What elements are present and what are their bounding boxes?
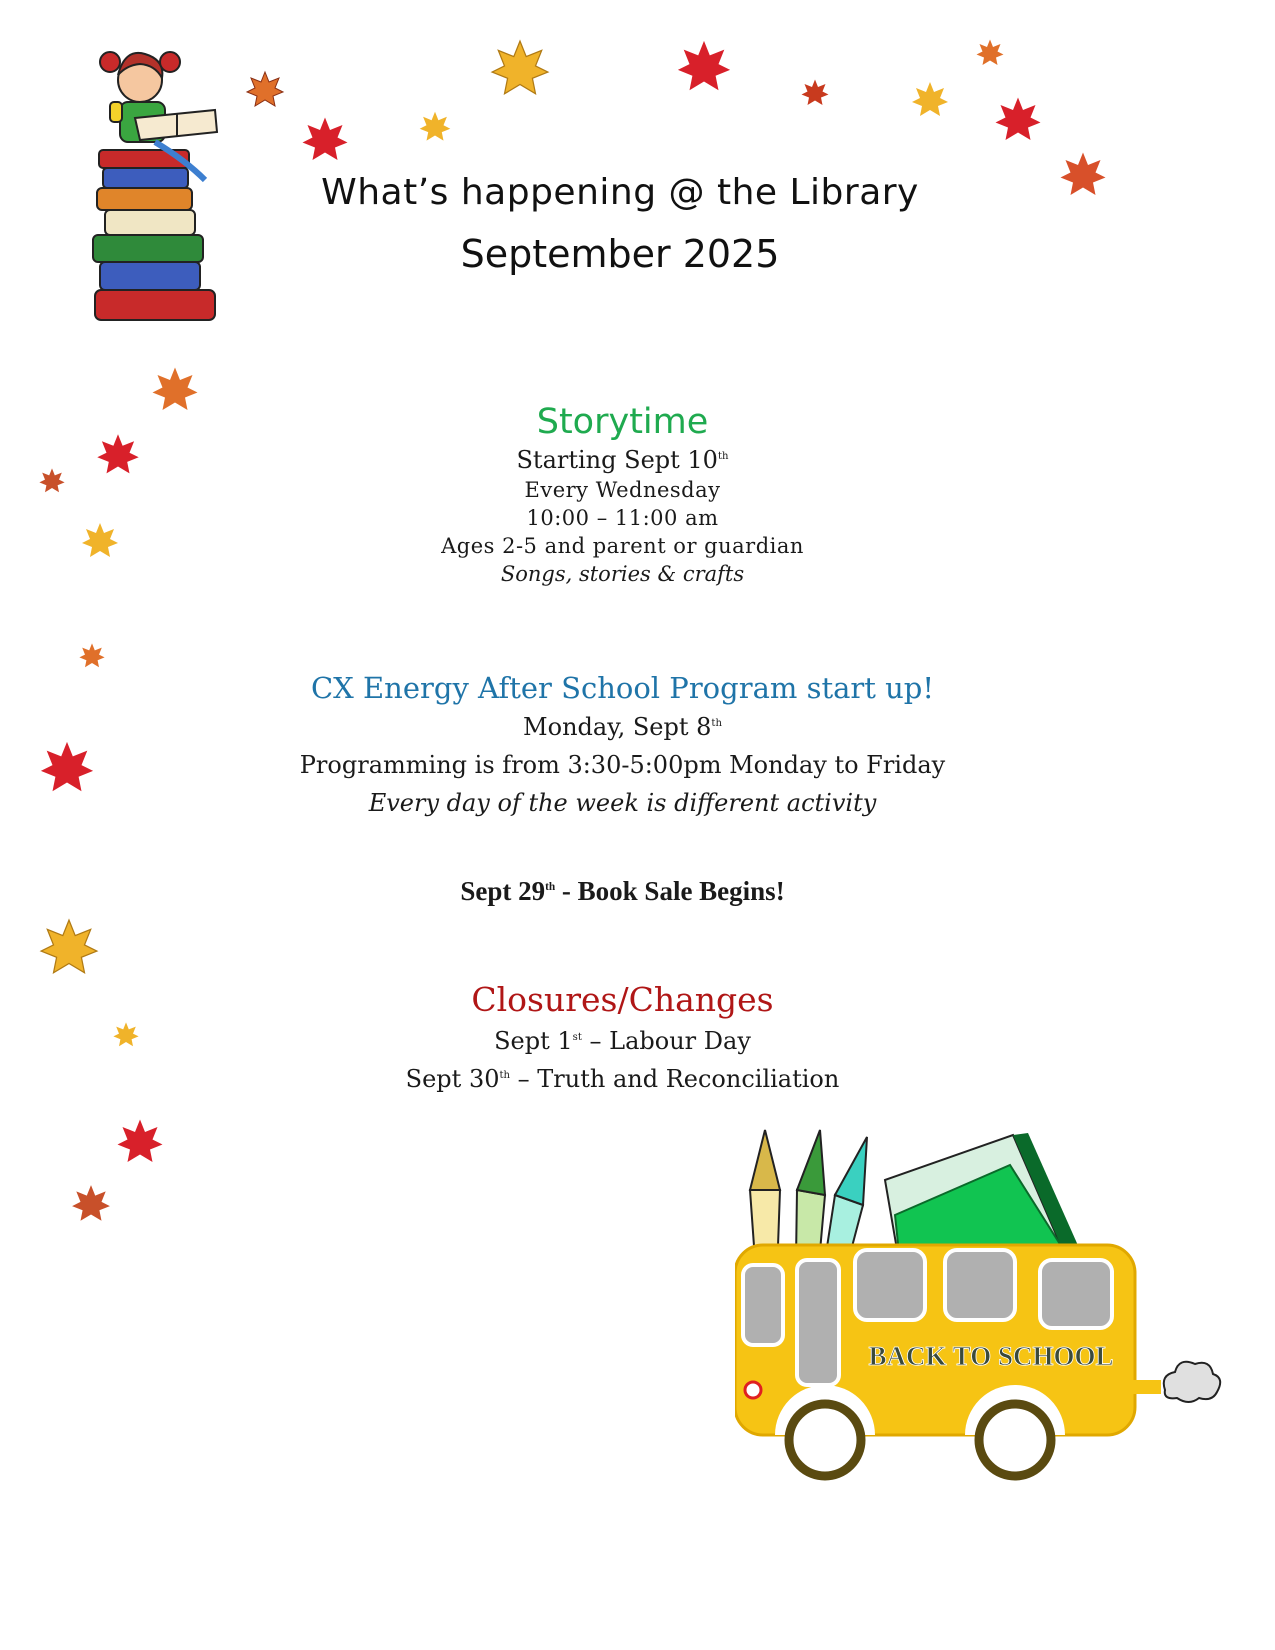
- page-title: What’s happening @ the Library: [321, 172, 919, 213]
- closures-heading: Closures/Changes: [471, 980, 774, 1019]
- leaf-icon: [795, 78, 835, 108]
- girl-on-books-illustration: [85, 40, 235, 340]
- leaf-icon: [905, 80, 955, 120]
- leaf-icon: [80, 518, 120, 564]
- bus-sign-text: BACK TO SCHOOL: [868, 1341, 1114, 1371]
- leaf-icon: [115, 1112, 165, 1172]
- leaf-icon: [112, 1010, 140, 1060]
- storytime-heading: Storytime: [536, 402, 709, 442]
- leaf-icon: [968, 38, 1012, 68]
- leaf-icon: [38, 730, 96, 806]
- after-school-section: [250, 668, 995, 822]
- leaf-icon: [480, 38, 560, 100]
- leaf-icon: [95, 420, 141, 490]
- school-bus-illustration: [735, 1125, 1245, 1505]
- storytime-activities: Songs, stories & crafts: [500, 562, 745, 586]
- leaf-icon: [38, 905, 100, 991]
- closure-item: Sept 1st – Labour Day: [494, 1027, 751, 1055]
- after-school-heading: CX Energy After School Program start up!: [310, 671, 935, 705]
- storytime-start: Starting Sept 10th: [516, 446, 729, 474]
- leaf-icon: [70, 1180, 112, 1228]
- leaf-icon: [38, 460, 66, 502]
- after-school-note: Every day of the week is different activity: [368, 789, 877, 817]
- leaf-icon: [1048, 150, 1118, 200]
- storytime-ages: Ages 2-5 and parent or guardian: [441, 534, 804, 558]
- leaf-icon: [295, 115, 355, 165]
- closure-item: Sept 30th – Truth and Reconciliation: [405, 1065, 840, 1093]
- storytime-section: [250, 400, 995, 588]
- leaf-icon: [665, 38, 743, 96]
- leaf-icon: [410, 110, 460, 144]
- book-sale-announcement: Sept 29th - Book Sale Begins!: [460, 876, 785, 906]
- leaf-icon: [985, 95, 1051, 145]
- after-school-schedule: Programming is from 3:30-5:00pm Monday to Friday: [299, 751, 946, 779]
- page-subtitle: September 2025: [460, 232, 780, 276]
- leaf-icon: [150, 355, 200, 425]
- closures-section: [250, 978, 995, 1098]
- leaf-icon: [78, 638, 106, 674]
- storytime-time: 10:00 – 11:00 am: [526, 506, 719, 530]
- after-school-date: Monday, Sept 8th: [523, 713, 722, 741]
- leaf-icon: [240, 70, 290, 110]
- storytime-day: Every Wednesday: [524, 478, 721, 502]
